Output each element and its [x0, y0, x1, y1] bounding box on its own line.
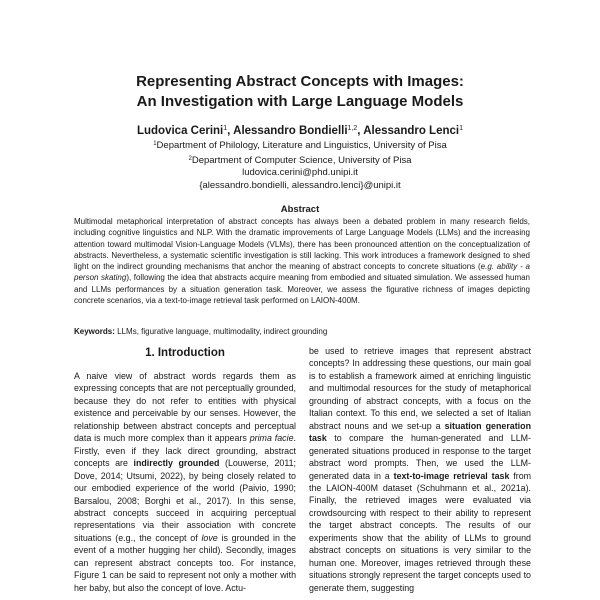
email-line: ludovica.cerini@phd.unipi.it	[242, 167, 358, 179]
affiliations	[0, 138, 600, 192]
keywords-text: LLMs, figurative language, multimodality, indirect grounding	[117, 327, 328, 336]
keywords	[74, 326, 530, 337]
paper-title	[0, 72, 600, 112]
keywords-label: Keywords:	[74, 327, 115, 336]
section-heading-introduction: 1. Introduction	[145, 347, 225, 359]
abstract-text: Multimodal metaphorical interpretation of abstract concepts has always been a debated problem in many research fields, including cognitive linguistics and NLP. With the dramatic improvements of Large Language Models (LLMs) and the increasing attention toward multimodal Vision-Language Models (VLMs), there has been pronounced attention on the conceptualization of abstracts. Nevertheless, a systematic scientific investigation is still lacking. This work introduces a framework designed to shed light on the indirect grounding mechanisms that anchor the meaning of abstract concepts to concrete situations (e.g. ability - a person skating), following the idea that abstracts acquire meaning from embodied and situated simulation. We assessed human and LLMs performances by a situation generation task. Moreover, we assess the figurative richness of images depicting concrete scenarios, via a text-to-image retrieval task performed on LAION-400M.	[74, 217, 531, 306]
author-affil-mark: 1	[223, 125, 228, 132]
author-name: Alessandro Lenci	[363, 125, 460, 137]
title-line-1: Representing Abstract Concepts with Images:	[136, 73, 464, 90]
affiliation-line: $^1$Department of Philology, Literature and Linguistics, University of Pisa	[153, 140, 447, 151]
intro-paragraph: be used to retrieve images that represent abstract concepts? In addressing these questions, our main goal is to establish a framework aimed at enriching linguistic and multimodal resources for the study of metaphorical grounding of abstract concepts, with a focus on the Italian context. To this end, we selected a set of Italian abstract nouns and we set-up a situation generation task to compare the human-generated and LLM-generated situations produced in response to the target abstract word prompts. Then, we used the LLM-generated data in a text-to-image retrieval task from the LAION-400M dataset (Schuhmann et al., 2021a). Finally, the retrieved images were evaluated via crowdsourcing with respect to their ability to represent the target abstract concepts. The results of our experiments show that the ability of LLMs to ground abstract concepts on situations is very similar to the human one. Moreover, images retrieved through these situations strongly represent the target concepts used to generate them, suggesting	[309, 346, 532, 593]
abstract-heading: Abstract	[280, 204, 320, 215]
author-name: Ludovica Cerini	[136, 125, 224, 137]
affiliation-line: $^2$Department of Computer Science, University of Pisa	[188, 154, 412, 166]
author-affil-mark: 1	[459, 125, 464, 132]
email-line: {alessandro.bondielli, alessandro.lenci}@unipi.it	[199, 179, 401, 191]
title-line-2: An Investigation with Large Language Models	[136, 93, 464, 110]
author-affil-mark: 1,2	[347, 125, 358, 132]
author-list: Ludovica Cerini$^1$, Alessandro Bondielli$^{1,2}$, Alessandro Lenci$^1$	[136, 125, 464, 137]
intro-column-left	[74, 370, 296, 594]
intro-column-right	[309, 345, 531, 594]
author-name: Alessandro Bondielli	[233, 125, 348, 137]
intro-paragraph: A naive view of abstract words regards them as expressing concepts that are not perceptually grounded, because they do not refer to entities with physical existence and perceivable by our senses. However, the relationship between abstract concepts and perceptual data is much more complex than it appears prima facie. Firstly, even if they lack direct grounding, abstract concepts are indirectly grounded (Louwerse, 2011; Dove, 2014; Utsumi, 2022), by being closely related to our embodied experience of the world (Paivio, 1990; Barsalou, 2008; Borghi et al., 2017). In this sense, abstract concepts succeed in acquiring perceptual representations via their association with concrete situations (e.g., the concept of love is grounded in the event of a mother hugging her child). Secondly, images can represent abstract concepts too. For instance, Figure 1 can be said to represent not only a mother with her baby, but also the concept of love. Actu-	[74, 371, 296, 593]
